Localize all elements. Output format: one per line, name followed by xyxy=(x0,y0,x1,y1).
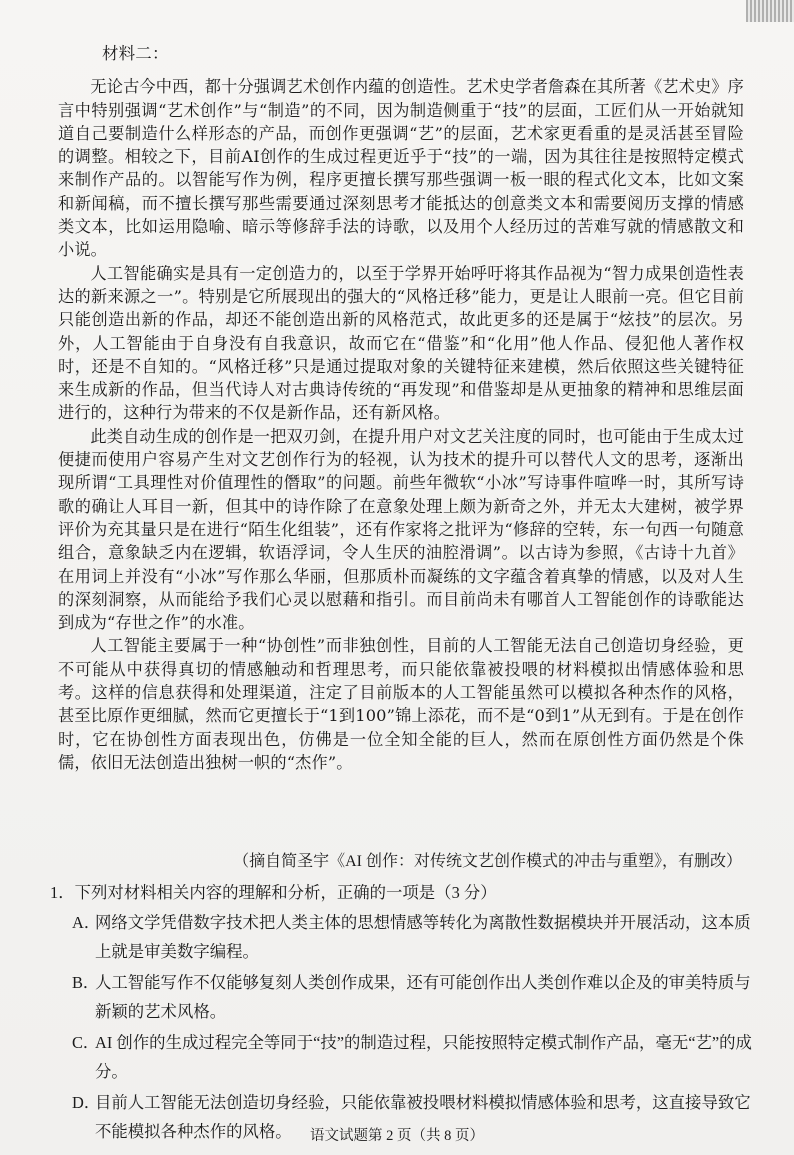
question-1 xyxy=(50,878,754,1148)
option-text: 目前人工智能无法创造切身经验，只能依靠被投喂材料模拟情感体验和思考，这直接导致它不能模拟各种杰作的风格。 xyxy=(95,1093,751,1141)
material-paragraph-1: 无论古今中西，都十分强调艺术创作内蕴的创造性。艺术史学者詹森在其所著《艺术史》序言中特别强调“艺术创作”与“制造”的不同，因为制造侧重于“技”的层面，工匠们从一开始就知道自己要制造什么样形态的产品，而创作更强调“艺”的层面，艺术家更看重的是灵活甚至冒险的调整。相较之下，目前AI创作的生成过程更近乎于“技”的一端，因为其往往是按照特定模式来制作产品的。以智能写作为例，程序更擅长撰写那些强调一板一眼的程式化文本，比如文案和新闻稿，而不擅长撰写那些需要通过深刻思考才能抵达的创意类文本和需要阅历支撑的情感类文本，比如运用隐喻、暗示等修辞手法的诗歌，以及用个人经历过的苦难写就的情感散文和小说。 xyxy=(58,77,744,260)
scan-edge-artifact xyxy=(746,0,794,22)
option-letter: B． xyxy=(72,973,100,992)
question-stem: 1．下列对材料相关内容的理解和分析，正确的一项是（3 分） xyxy=(50,883,497,902)
material-heading: 材料二： xyxy=(102,44,169,63)
option-letter: C． xyxy=(72,1033,100,1052)
option-letter: A． xyxy=(72,913,101,932)
page-footer: 语文试题第 2 页（共 8 页） xyxy=(310,1128,484,1144)
option-text: AI 创作的生成过程完全等同于“技”的制造过程，只能按照特定模式制作产品，毫无“艺”的成分。 xyxy=(95,1033,752,1081)
material-paragraph-4: 人工智能主要属于一种“协创性”而非独创性，目前的人工智能无法自己创造切身经验，更不可能从中获得真切的情感触动和哲理思考，而只能依靠被投喂的材料模拟出情感体验和思考。这样的信息获得和处理渠道，注定了目前版本的人工智能虽然可以模拟各种杰作的风格，甚至比原作更细腻，然而它更擅长于“1到100”锦上添花，而不是“0到1”从无到有。于是在创作时，它在协创性方面表现出色，仿佛是一位全知全能的巨人，然而在原创性方面仍然是个侏儒，依旧无法创造出独树一帜的“杰作”。 xyxy=(58,636,744,772)
option-c[interactable] xyxy=(50,1028,754,1086)
material-paragraph-3: 此类自动生成的创作是一把双刃剑，在提升用户对文艺关注度的同时，也可能由于生成太过便捷而使用户容易产生对文艺创作行为的轻视，认为技术的提升可以替代人文的思考，逐渐出现所谓“工具理性对价值理性的僭取”的问题。前些年微软“小冰”写诗事件喧哗一时，其所写诗歌的确让人耳目一新，但其中的诗作除了在意象处理上颇为新奇之外，并无太大建树，被学界评价为充其量只是在进行“陌生化组装”，还有作家将之批评为“修辞的空转，东一句西一句随意组合，意象缺乏内在逻辑，软语浮词，令人生厌的油腔滑调”。以古诗为参照，《古诗十九首》在用词上并没有“小冰”写作那么华丽，但那质朴而凝练的文字蕴含着真挚的情感，以及对人生的深刻洞察，从而能给予我们心灵以慰藉和指引。而目前尚未有哪首人工智能创作的诗歌能达到成为“存世之作”的水准。 xyxy=(58,426,744,633)
option-a[interactable] xyxy=(50,908,754,966)
option-text: 网络文学凭借数字技术把人类主体的思想情感等转化为离散性数据模块并开展活动，这本质上就是审美数字编程。 xyxy=(95,913,751,961)
material-paragraph-2: 人工智能确实是具有一定创造力的，以至于学界开始呼吁将其作品视为“智力成果创造性表达的新来源之一”。特别是它所展现出的强大的“风格迁移”能力，更是让人眼前一亮。但它目前只能创造出新的作品，却还不能创造出新的风格范式，故此更多的还是属于“炫技”的层次。另外，人工智能由于自身没有自我意识，故而它在“借鉴”和“化用”他人作品、侵犯他人著作权时，还是不自知的。“风格迁移”只是通过提取对象的关键特征来建模，然后依照这些关键特征来生成新的作品，但当代诗人对古典诗传统的“再发现”和借鉴却是从更抽象的精神和思维层面进行的，这种行为带来的不仅是新作品，还有新风格。 xyxy=(58,263,744,423)
option-letter: D． xyxy=(72,1093,101,1112)
option-b[interactable] xyxy=(50,968,754,1026)
material-source: （摘自简圣宇《AI 创作：对传统文艺创作模式的冲击与重塑》，有删改） xyxy=(233,853,742,870)
option-text: 人工智能写作不仅能够复刻人类创作成果，还有可能创作出人类创作难以企及的审美特质与新颖的艺术风格。 xyxy=(95,973,751,1021)
material-section xyxy=(58,42,744,774)
